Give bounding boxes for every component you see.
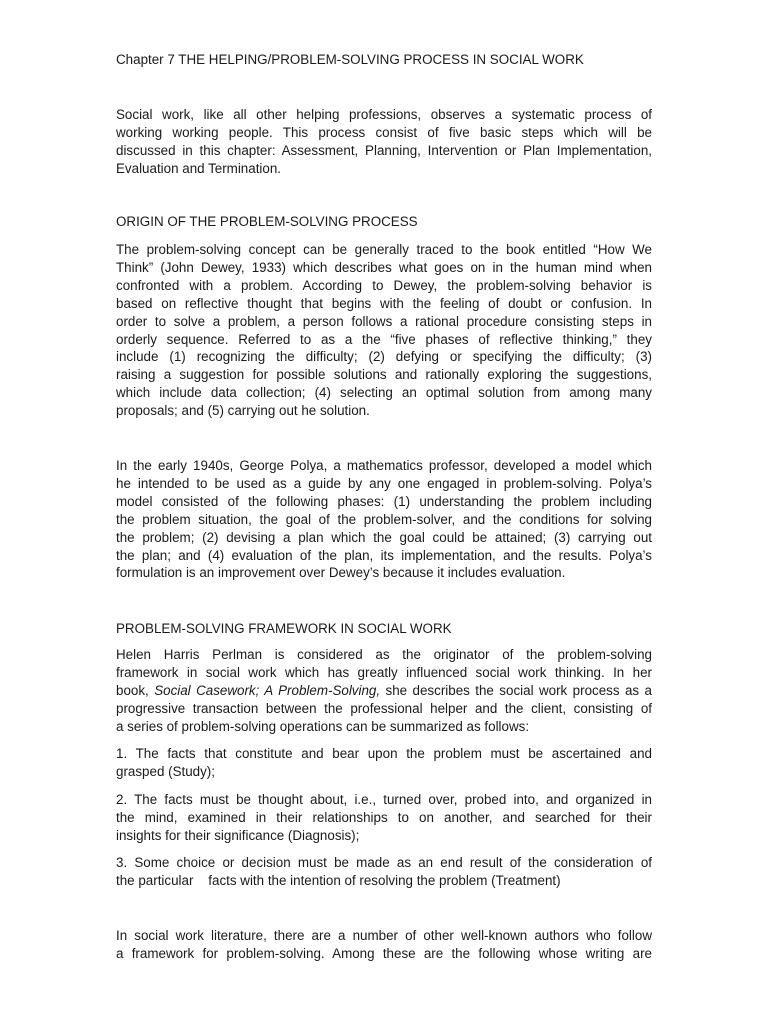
paragraph-line: based on reflective thought that begins with the feeling of doubt or confusion. In	[116, 295, 652, 311]
paragraph-line: 1. The facts that constitute and bear upon the problem must be ascertained and	[116, 746, 652, 761]
paragraph-line: confronted with a problem. According to Dewey, the problem-solving behavior is	[116, 277, 652, 293]
paragraph-line: the plan; and (4) evaluation of the plan, its implementation, and the results. Polya’s	[116, 547, 652, 563]
section-heading-origin: ORIGIN OF THE PROBLEM-SOLVING PROCESS	[116, 214, 418, 229]
paragraph-line: Helen Harris Perlman is considered as the originator of the problem-solving	[116, 647, 652, 662]
paragraph-line: The problem-solving concept can be generally traced to the book entitled “How We	[116, 242, 652, 257]
book-title: Social Casework; A Problem-Solving,	[154, 682, 381, 698]
list-item-study	[116, 745, 652, 781]
paragraph-line: the particular facts with the intention of resolving the problem (Treatment)	[116, 872, 561, 888]
paragraph-line: grasped (Study);	[116, 763, 215, 779]
paragraph-line: model consisted of the following phases: (1) understanding the problem including	[116, 493, 652, 509]
paragraph-line: orderly sequence. Referred to as a the “five phases of reflective thinking,” they	[116, 331, 652, 347]
paragraph-line: include (1) recognizing the difficulty; (2) defying or specifying the difficulty; (3)	[116, 349, 652, 365]
paragraph-line: 2. The facts must be thought about, i.e., turned over, probed into, and organized in	[116, 792, 652, 807]
paragraph-polya	[116, 457, 652, 582]
section-heading-framework: PROBLEM-SOLVING FRAMEWORK IN SOCIAL WORK	[116, 621, 452, 636]
paragraph-line: In social work literature, there are a number of other well-known authors who follow	[116, 928, 652, 943]
paragraph-line: which include data collection; (4) selecting an optimal solution from among many	[116, 385, 652, 401]
intro-paragraph	[116, 106, 652, 178]
paragraph-line: Social work, like all other helping professions, observes a systematic process of	[116, 107, 652, 122]
paragraph-line: framework in social work which has greatly influenced social work thinking. In her	[116, 664, 652, 680]
list-item-diagnosis	[116, 791, 652, 845]
paragraph-line: a framework for problem-solving. Among these are the following whose writing are	[116, 945, 652, 961]
paragraph-line: the problem situation, the goal of the problem-solver, and the conditions for solving	[116, 511, 652, 527]
paragraph-line: order to solve a problem, a person follows a rational procedure consisting steps in	[116, 313, 652, 329]
paragraph-line: the problem; (2) devising a plan which the goal could be attained; (3) carrying out	[116, 529, 652, 545]
paragraph-line	[116, 682, 652, 700]
paragraph-line: discussed in this chapter: Assessment, Planning, Intervention or Plan Implementation,	[116, 142, 652, 158]
paragraph-line: raising a suggestion for possible solutions and rationally exploring the suggestions,	[116, 367, 652, 383]
paragraph-line: formulation is an improvement over Dewey’s because it includes evaluation.	[116, 565, 566, 581]
paragraph-line: 3. Some choice or decision must be made as an end result of the consideration of	[116, 855, 652, 870]
chapter-title: Chapter 7 THE HELPING/PROBLEM-SOLVING PROCESS IN SOCIAL WORK	[116, 52, 584, 67]
paragraph-line: the mind, examined in their relationships to on another, and searched for their	[116, 809, 652, 825]
paragraph-other-authors	[116, 927, 652, 963]
paragraph-dewey	[116, 241, 652, 420]
paragraph-perlman	[116, 646, 652, 736]
paragraph-line: insights for their significance (Diagnosis);	[116, 827, 360, 843]
paragraph-line: working working people. This process consist of five basic steps which will be	[116, 124, 652, 140]
text-run: book,	[116, 682, 155, 698]
paragraph-line: Evaluation and Termination.	[116, 160, 282, 176]
paragraph-line: he intended to be used as a guide by any one engaged in problem-solving. Polya’s	[116, 475, 652, 491]
paragraph-line: proposals; and (5) carrying out he solution.	[116, 403, 370, 419]
paragraph-line: a series of problem-solving operations can be summarized as follows:	[116, 718, 530, 734]
paragraph-line: Think” (John Dewey, 1933) which describes what goes on in the human mind when	[116, 259, 652, 275]
paragraph-line: progressive transaction between the professional helper and the client, consisting of	[116, 700, 652, 716]
text-run: she describes the social work process as a	[380, 682, 652, 698]
list-item-treatment	[116, 854, 652, 890]
paragraph-line: In the early 1940s, George Polya, a mathematics professor, developed a model which	[116, 458, 652, 473]
